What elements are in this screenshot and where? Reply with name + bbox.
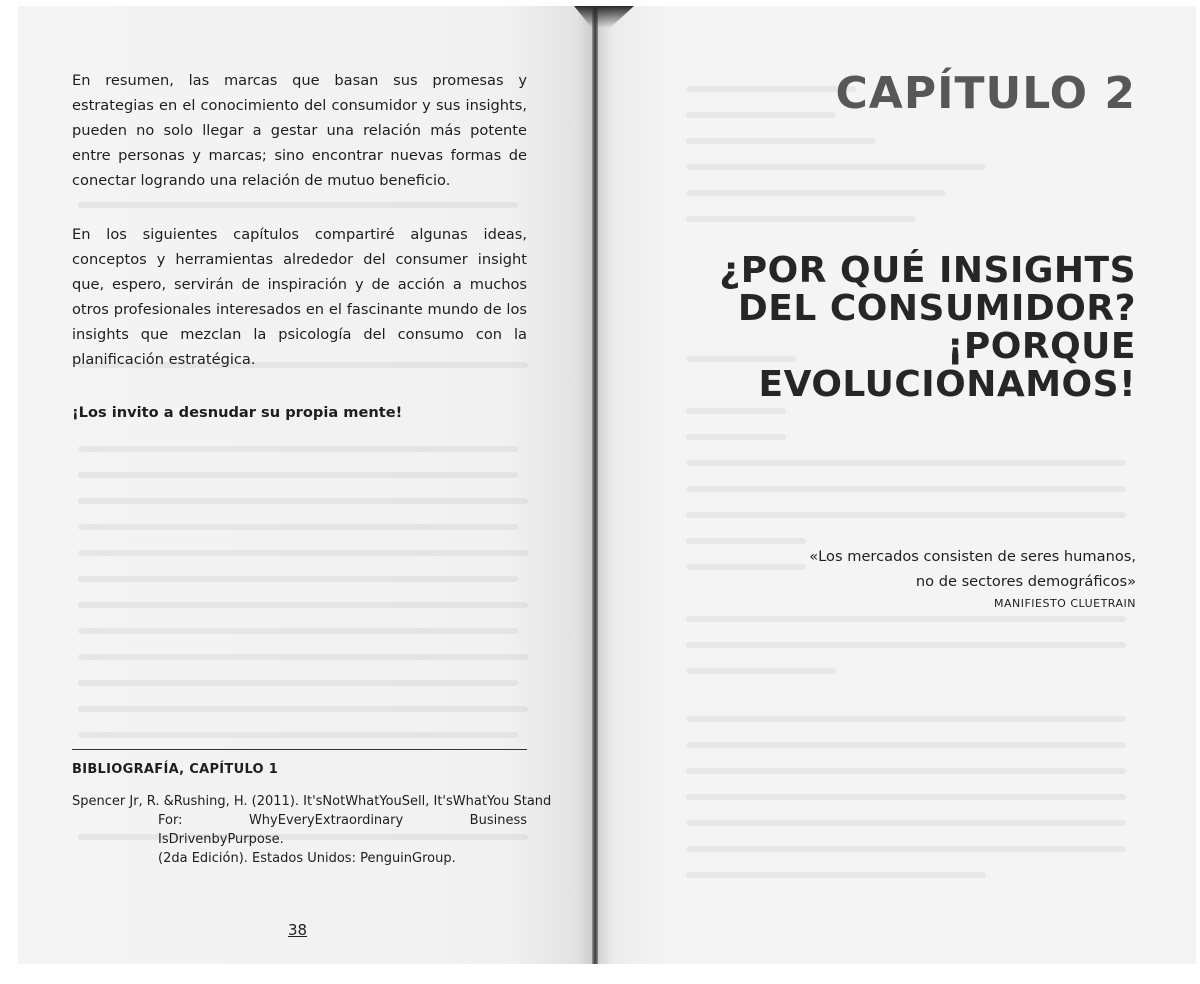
epigraph-attribution: MANIFIESTO CLUETRAIN <box>993 597 1136 610</box>
chapter-title-line: EVOLUCIONAMOS! <box>758 364 1136 405</box>
bibliography-entry-edition: (2da Edición). Estados Unidos: PenguinGroup. <box>158 851 456 866</box>
callout-text: ¡Los invito a desnudar su propia mente! <box>72 404 403 421</box>
epigraph-quote <box>716 544 1136 594</box>
right-page <box>596 6 1196 964</box>
chapter-title-line: ¿POR QUÉ INSIGHTS <box>719 250 1136 291</box>
epigraph-quote-line: «Los mercados consisten de seres humanos, <box>809 548 1136 565</box>
bibliography-entry <box>72 792 552 868</box>
chapter-label: CAPÍTULO 2 <box>835 68 1136 119</box>
page-number: 38 <box>288 921 308 939</box>
left-page <box>18 6 594 964</box>
upcoming-chapters-paragraph: En los siguientes capítulos compartiré algunas ideas, conceptos y herramientas alrededor del consumer insight que, espero, servirán de inspiración y de acción a muchos otros profesionales interesados en el fascinante mundo de los insights que mezclan la psicología del consumo con la planificación estratégica. <box>72 226 527 368</box>
book-spread <box>18 6 1196 964</box>
chapter-title-line: ¡PORQUE <box>946 326 1136 367</box>
epigraph-quote-line: no de sectores demográficos» <box>915 573 1136 590</box>
summary-paragraph: En resumen, las marcas que basan sus promesas y estrategias en el conocimiento del consumidor y sus insights, pueden no solo llegar a gestar una relación más potente entre personas y marcas; sino encontrar nuevas formas de conectar logrando una relación de mutuo beneficio. <box>72 72 527 189</box>
chapter-title-line: DEL CONSUMIDOR? <box>737 288 1136 329</box>
bibliography-entry-lead: Spencer Jr, R. &Rushing, H. (2011). It'sNotWhatYouSell, It'sWhatYou Stand <box>72 794 552 809</box>
chapter-title <box>616 252 1136 404</box>
bibliography-divider <box>72 749 527 750</box>
bibliography-entry-title: For: WhyEveryExtraordinary Business IsDrivenbyPurpose. <box>158 813 527 847</box>
bibliography-heading: BIBLIOGRAFÍA, CAPÍTULO 1 <box>72 762 279 777</box>
book-gutter <box>592 6 598 964</box>
